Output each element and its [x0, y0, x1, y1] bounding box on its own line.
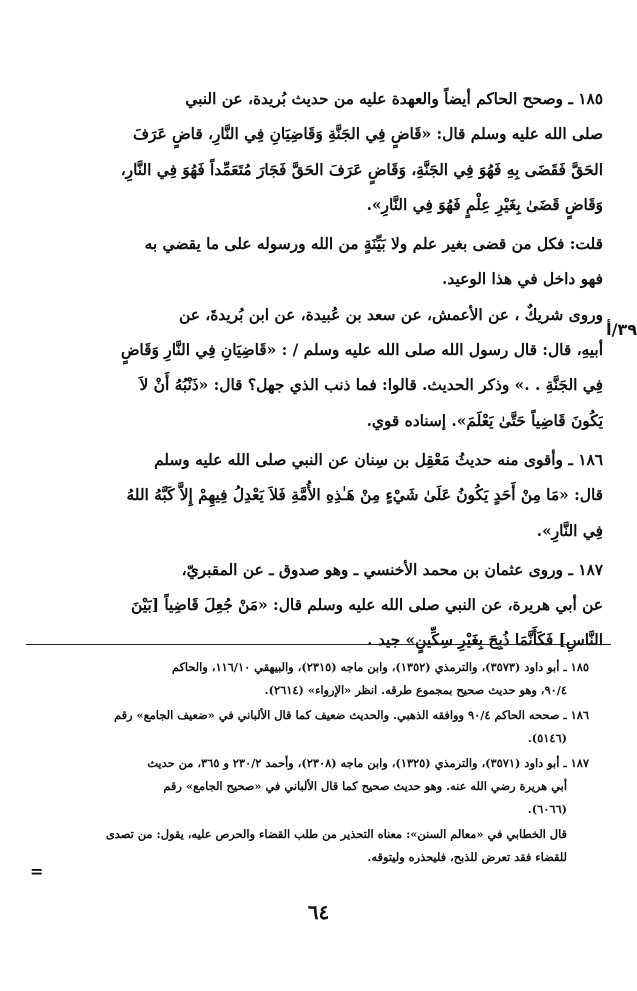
paragraph-hadith-187	[26, 553, 603, 659]
footnote-divider	[26, 644, 611, 645]
footnote-line: ٩٠/٤، وهو حديث صحيح بمجموع طرقه. انظر «الإرواء» (٢٦١٤).	[264, 682, 567, 697]
footnote-line: قال الخطابي في «معالم السنن»: معناه التحذير من طلب القضاء والحرص عليه، يقول: من تصدى	[105, 827, 567, 842]
text-line: قال: «مَا مِنْ أَحَدٍ يَكُونُ عَلَىٰ شَيْءٍ مِنْ هَـٰذِهِ الأُمَّةِ فَلاَ يَعْدِلُ فِيهِمْ إِلاَّ كَبَّهُ اللهُ	[126, 486, 603, 505]
text-line: ١٨٧ ـ وروى عثمان بن محمد الأخنسي ـ وهو صدوق ـ عن المقبريّ،	[181, 560, 603, 579]
footnote-185	[28, 656, 589, 701]
text-line: فهو داخل في هذا الوعيد.	[442, 270, 603, 289]
footnote-continuation-mark: =	[30, 862, 44, 881]
main-text	[26, 82, 603, 659]
text-line: ١٨٦ ـ وأقوى منه حديثُ مَعْقِل بن سِنان عن النبي صلى الله عليه وسلم	[154, 450, 603, 469]
text-line: قلت: فكل من قضى بغير علم ولا بَيِّنَةٍ من الله ورسوله على ما يقضي به	[144, 235, 603, 254]
footnote-line: ١٨٥ ـ أبو داود (٣٥٧٣)، والترمذي (١٣٥٢)، وابن ماجه (٢٣١٥)، والبيهقي ١١٦/١٠، والحاكم	[171, 660, 589, 674]
manuscript-folio-marker: ٣٩/أ	[606, 320, 637, 339]
footnote-line: للقضاء فقد تعرض للذبح، فليحذره وليتوقه.	[367, 849, 567, 864]
paragraph-hadith-185	[26, 82, 603, 223]
footnotes	[28, 656, 589, 868]
text-line: فِي الجَنَّةِ . .» وذكر الحديث. قالوا: فما ذنب الذي جهل؟ قال: «ذَنْبُهُ أَنْ لاَ	[139, 376, 603, 395]
footnote-186	[28, 704, 589, 749]
text-line: النَّاسِ] فَكَأَنَّمَا ذُبِحَ بِغَيْرِ سِكِّينٍ» جيد .	[367, 631, 603, 650]
paragraph-riwaya	[26, 298, 603, 439]
footnote-line: ١٨٧ ـ أبو داود (٣٥٧١)، والترمذي (١٣٢٥)، وابن ماجه (٢٣٠٨)، وأحمد ٢٣٠/٢ و ٣٦٥، من حديث	[147, 756, 589, 771]
text-line: وروى شريكٌ ، عن الأعمش، عن سعد بن عُبيدة، عن ابن بُريدةَ، عن	[179, 305, 603, 324]
footnote-line: ١٨٦ ـ صححه الحاكم ٩٠/٤ ووافقه الذهبي. والحديث ضعيف كما قال الألباني في «ضعيف الجامع» رقم	[114, 708, 589, 723]
text-line: يَكُونَ قَاضِياً حَتَّىٰ يَعْلَمَ». إسناده قوي.	[366, 411, 603, 430]
footnote-khattabi	[28, 823, 589, 868]
page-number: ٦٤	[307, 900, 330, 924]
text-line: أبيهِ، قال: قال رسول الله صلى الله عليه وسلم / : «قَاضِيَانِ فِي النَّارِ وَقَاضٍ	[120, 341, 603, 360]
footnote-line: أبي هريرة رضي الله عنه. وهو حديث صحيح كما قال الألباني في «صحيح الجامع» رقم	[163, 778, 567, 793]
text-line: صلى الله عليه وسلم قال: «قَاضٍ فِي الجَنَّةِ وَقَاضِيَانِ فِي النَّارِ، قاضٍ عَرَفَ	[133, 125, 603, 144]
text-line: ١٨٥ ـ وصحح الحاكم أيضاً والعهدة عليه من حديث بُريدة، عن النبي	[185, 90, 603, 108]
footnote-187	[28, 752, 589, 820]
paragraph-qult	[26, 227, 603, 298]
footnote-line: (٥١٤٦).	[527, 730, 567, 745]
text-line: فِي النَّارِ».	[536, 521, 603, 540]
paragraph-hadith-186	[26, 443, 603, 549]
footnote-line: (٦٠٦٦).	[527, 801, 567, 816]
text-line: الحَقَّ فَقَضَى بِهِ فَهُوَ فِي الجَنَّةِ، وَقَاضٍ عَرَفَ الحَقَّ فَجَارَ مُتَعَمِّداً فَهُوَ فِي النَّارِ،	[120, 160, 603, 179]
text-line: وَقَاضٍ قَضَىٰ بِغَيْرِ عِلْمٍ فَهُوَ فِي النَّارِ».	[366, 195, 603, 214]
text-line: عن أبي هريرة، عن النبي صلى الله عليه وسلم قال: «مَنْ جُعِلَ قَاضِياً [بَيْنَ	[131, 596, 603, 615]
